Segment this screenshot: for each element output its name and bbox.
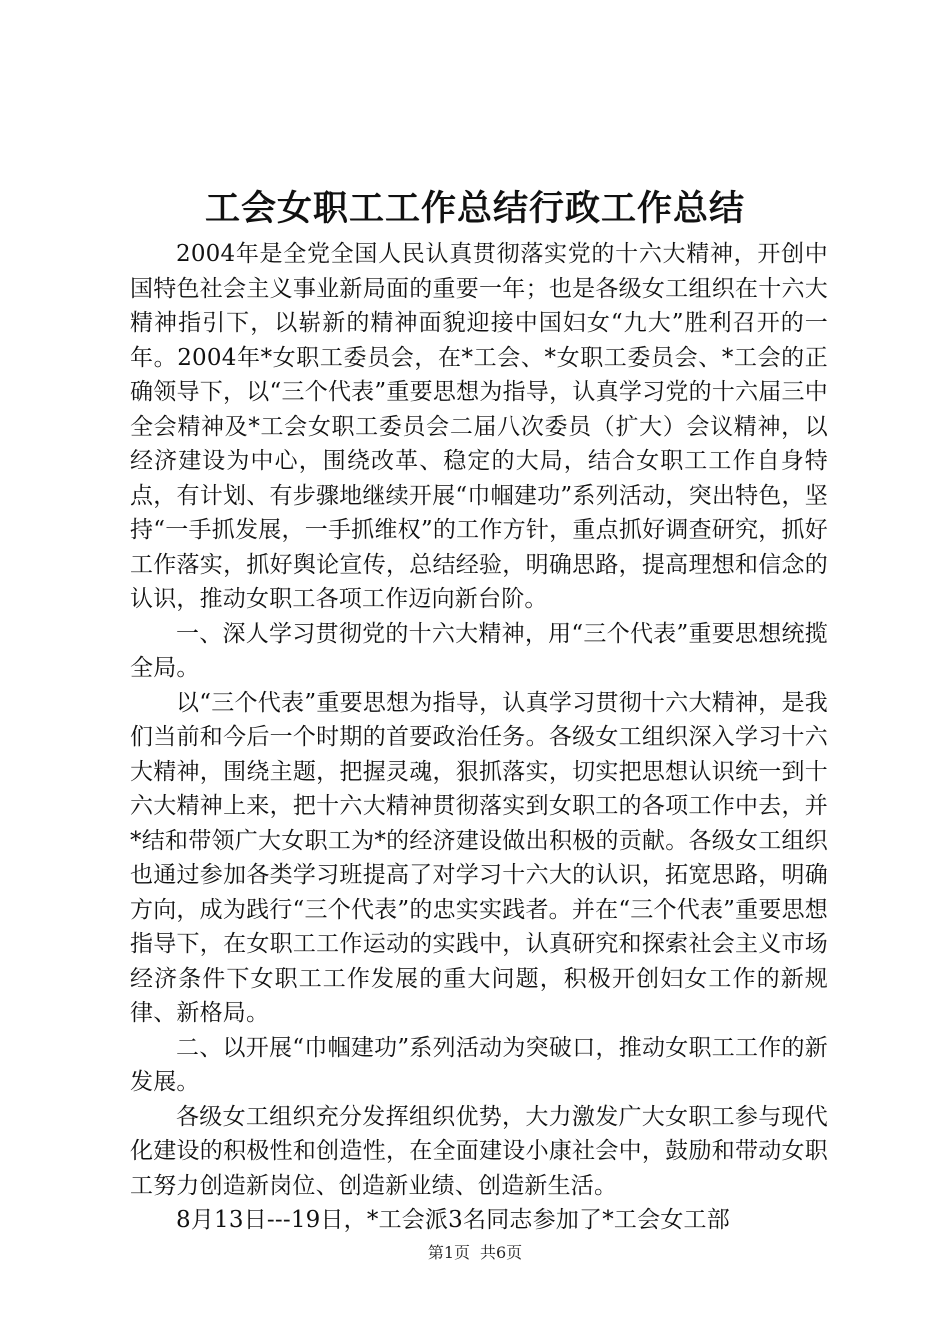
- page-footer: [0, 1242, 950, 1264]
- page-number: 第1页: [427, 1243, 470, 1262]
- section-1-paragraph: 以“三个代表”重要思想为指导，认真学习贯彻十六大精神，是我们当前和今后一个时期的首要政治任务。各级女工组织深入学习十六大精神，围绕主题，把握灵魂，狠抓落实，切实把思想认识统一到十六大精神上来，把十六大精神贯彻落实到女职工的各项工作中去，并*结和带领广大女职工为*的经济建设做出积极的贡献。各级女工组织也通过参加各类学习班提高了对学习十六大的认识，拓宽思路，明确方向，成为践行“三个代表”的忠实实践者。并在“三个代表”重要思想指导下，在女职工工作运动的实践中，认真研究和探索社会主义市场经济条件下女职工工作发展的重大问题，积极开创妇女工作的新规律、新格局。: [130, 689, 828, 1026]
- document-body: [130, 237, 828, 1238]
- intro-paragraph: 2004年是全党全国人民认真贯彻落实党的十六大精神，开创中国特色社会主义事业新局面的重要一年；也是各级女工组织在十六大精神指引下，以崭新的精神面貌迎接中国妇女“九大”胜利召开的一年。2004年*女职工委员会，在*工会、*女职工委员会、*工会的正确领导下，以“三个代表”重要思想为指导，认真学习党的十六届三中全会精神及*工会女职工委员会二届八次委员（扩大）会议精神，以经济建设为中心，围绕改革、稳定的大局，结合女职工工作自身特点，有计划、有步骤地继续开展“巾帼建功”系列活动，突出特色，坚持“一手抓发展，一手抓维权”的工作方针，重点抓好调查研究，抓好工作落实，抓好舆论宣传，总结经验，明确思路，提高理想和信念的认识，推动女职工各项工作迈向新台阶。: [130, 241, 828, 612]
- section-heading-2: 二、以开展“巾帼建功”系列活动为突破口，推动女职工工作的新发展。: [130, 1034, 828, 1095]
- document-title: 工会女职工工作总结行政工作总结: [204, 188, 745, 229]
- event-paragraph: 8月13日---19日，*工会派3名同志参加了*工会女工部: [176, 1207, 730, 1233]
- page-count: 共6页: [480, 1243, 523, 1262]
- section-heading-1: 一、深人学习贯彻党的十六大精神，用“三个代表”重要思想统揽全局。: [130, 620, 828, 681]
- section-2-paragraph: 各级女工组织充分发挥组织优势，大力激发广大女职工参与现代化建设的积极性和创造性，在全面建设小康社会中，鼓励和带动女职工努力创造新岗位、创造新业绩、创造新生活。: [130, 1103, 828, 1199]
